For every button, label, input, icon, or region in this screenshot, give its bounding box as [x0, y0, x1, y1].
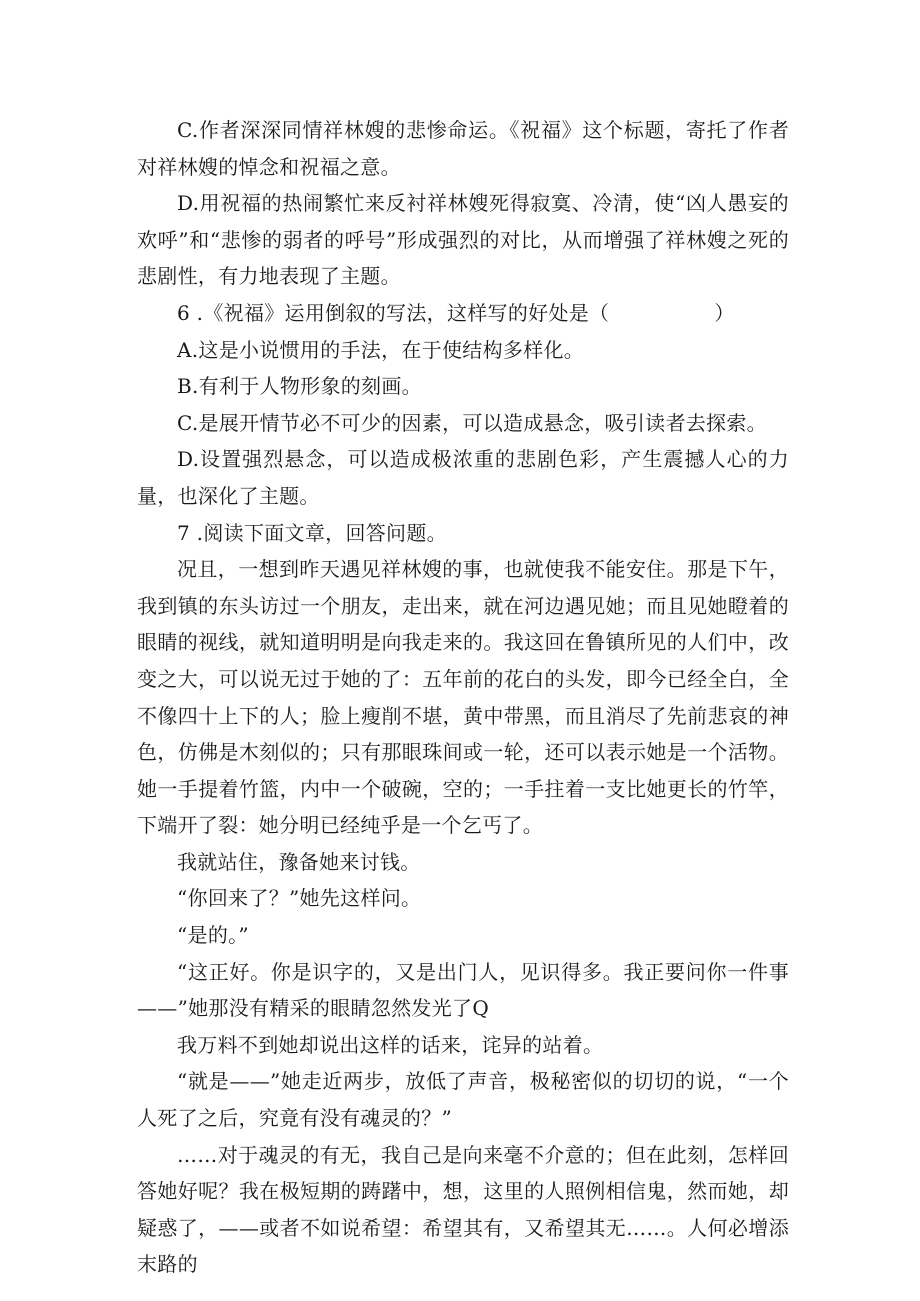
option-6c: C.是展开情节必不可少的因素，可以造成悬念，吸引读者去探索。 [177, 410, 767, 435]
question-6 [137, 295, 789, 332]
passage-paragraph: “是的。” [177, 923, 249, 948]
question-6-text: 6 .《祝福》运用倒叙的写法，这样写的好处是（ [177, 300, 610, 325]
question-7: 7 .阅读下面文章，回答问题。 [177, 520, 447, 545]
option-6a: A.这是小说惯用的手法，在于使结构多样化。 [177, 337, 585, 362]
passage-paragraph: 况且，一想到昨天遇见祥林嫂的事，也就使我不能安住。那是下午，我到镇的东头访过一个朋友，走出来，就在河边遇见她；而且见她瞪着的眼睛的视线，就知道明明是向我走来的。我这回在鲁镇所见的人们中，改变之大，可以说无过于她的了：五年前的花白的头发，即今已经全白，全不像四十上下的人；脸上瘦削不堪，黄中带黑，而且消尽了先前悲哀的神色，仿佛是木刻似的；只有那眼珠间或一轮，还可以表示她是一个活物。她一手提着竹篮，内中一个破碗，空的；一手拄着一支比她更长的竹竿，下端开了裂：她分明已经纯乎是一个乞丐了。 [137, 557, 789, 838]
option-5d: D.用祝福的热闹繁忙来反衬祥林嫂死得寂寞、冷清，使“凶人愚妄的欢呼”和“悲惨的弱者的呼号”形成强烈的对比，从而增强了祥林嫂之死的悲剧性，有力地表现了主题。 [137, 191, 789, 289]
passage-paragraph: “你回来了？”她先这样问。 [177, 886, 422, 911]
passage-paragraph: “就是——”她走近两步，放低了声音，极秘密似的切切的说，“一个人死了之后，究竟有没有魂灵的？” [137, 1069, 789, 1131]
passage-paragraph: ……对于魂灵的有无，我自己是向来毫不介意的；但在此刻，怎样回答她好呢？我在极短期的踌躇中，想，这里的人照例相信鬼，然而她，却疑惑了，——或者不如说希望：希望其有，又希望其无……。人何必增添末路的 [137, 1142, 789, 1277]
document-page [137, 112, 789, 1283]
option-5c: C.作者深深同情祥林嫂的悲惨命运。《祝福》这个标题，寄托了作者对祥林嫂的悼念和祝福之意。 [137, 118, 789, 179]
question-6-close: ） [714, 300, 735, 325]
option-6d: D.设置强烈悬念，可以造成极浓重的悲剧色彩，产生震撼人心的力量，也深化了主题。 [137, 447, 789, 508]
option-6b: B.有利于人物形象的刻画。 [177, 374, 422, 399]
passage-paragraph: 我就站住，豫备她来讨钱。 [177, 849, 421, 874]
passage-paragraph: “这正好。你是识字的，又是出门人，见识得多。我正要问你一件事——”她那没有精采的眼睛忽然发光了Q [137, 959, 789, 1021]
passage-paragraph: 我万料不到她却说出这样的话来，诧异的站着。 [177, 1032, 604, 1057]
